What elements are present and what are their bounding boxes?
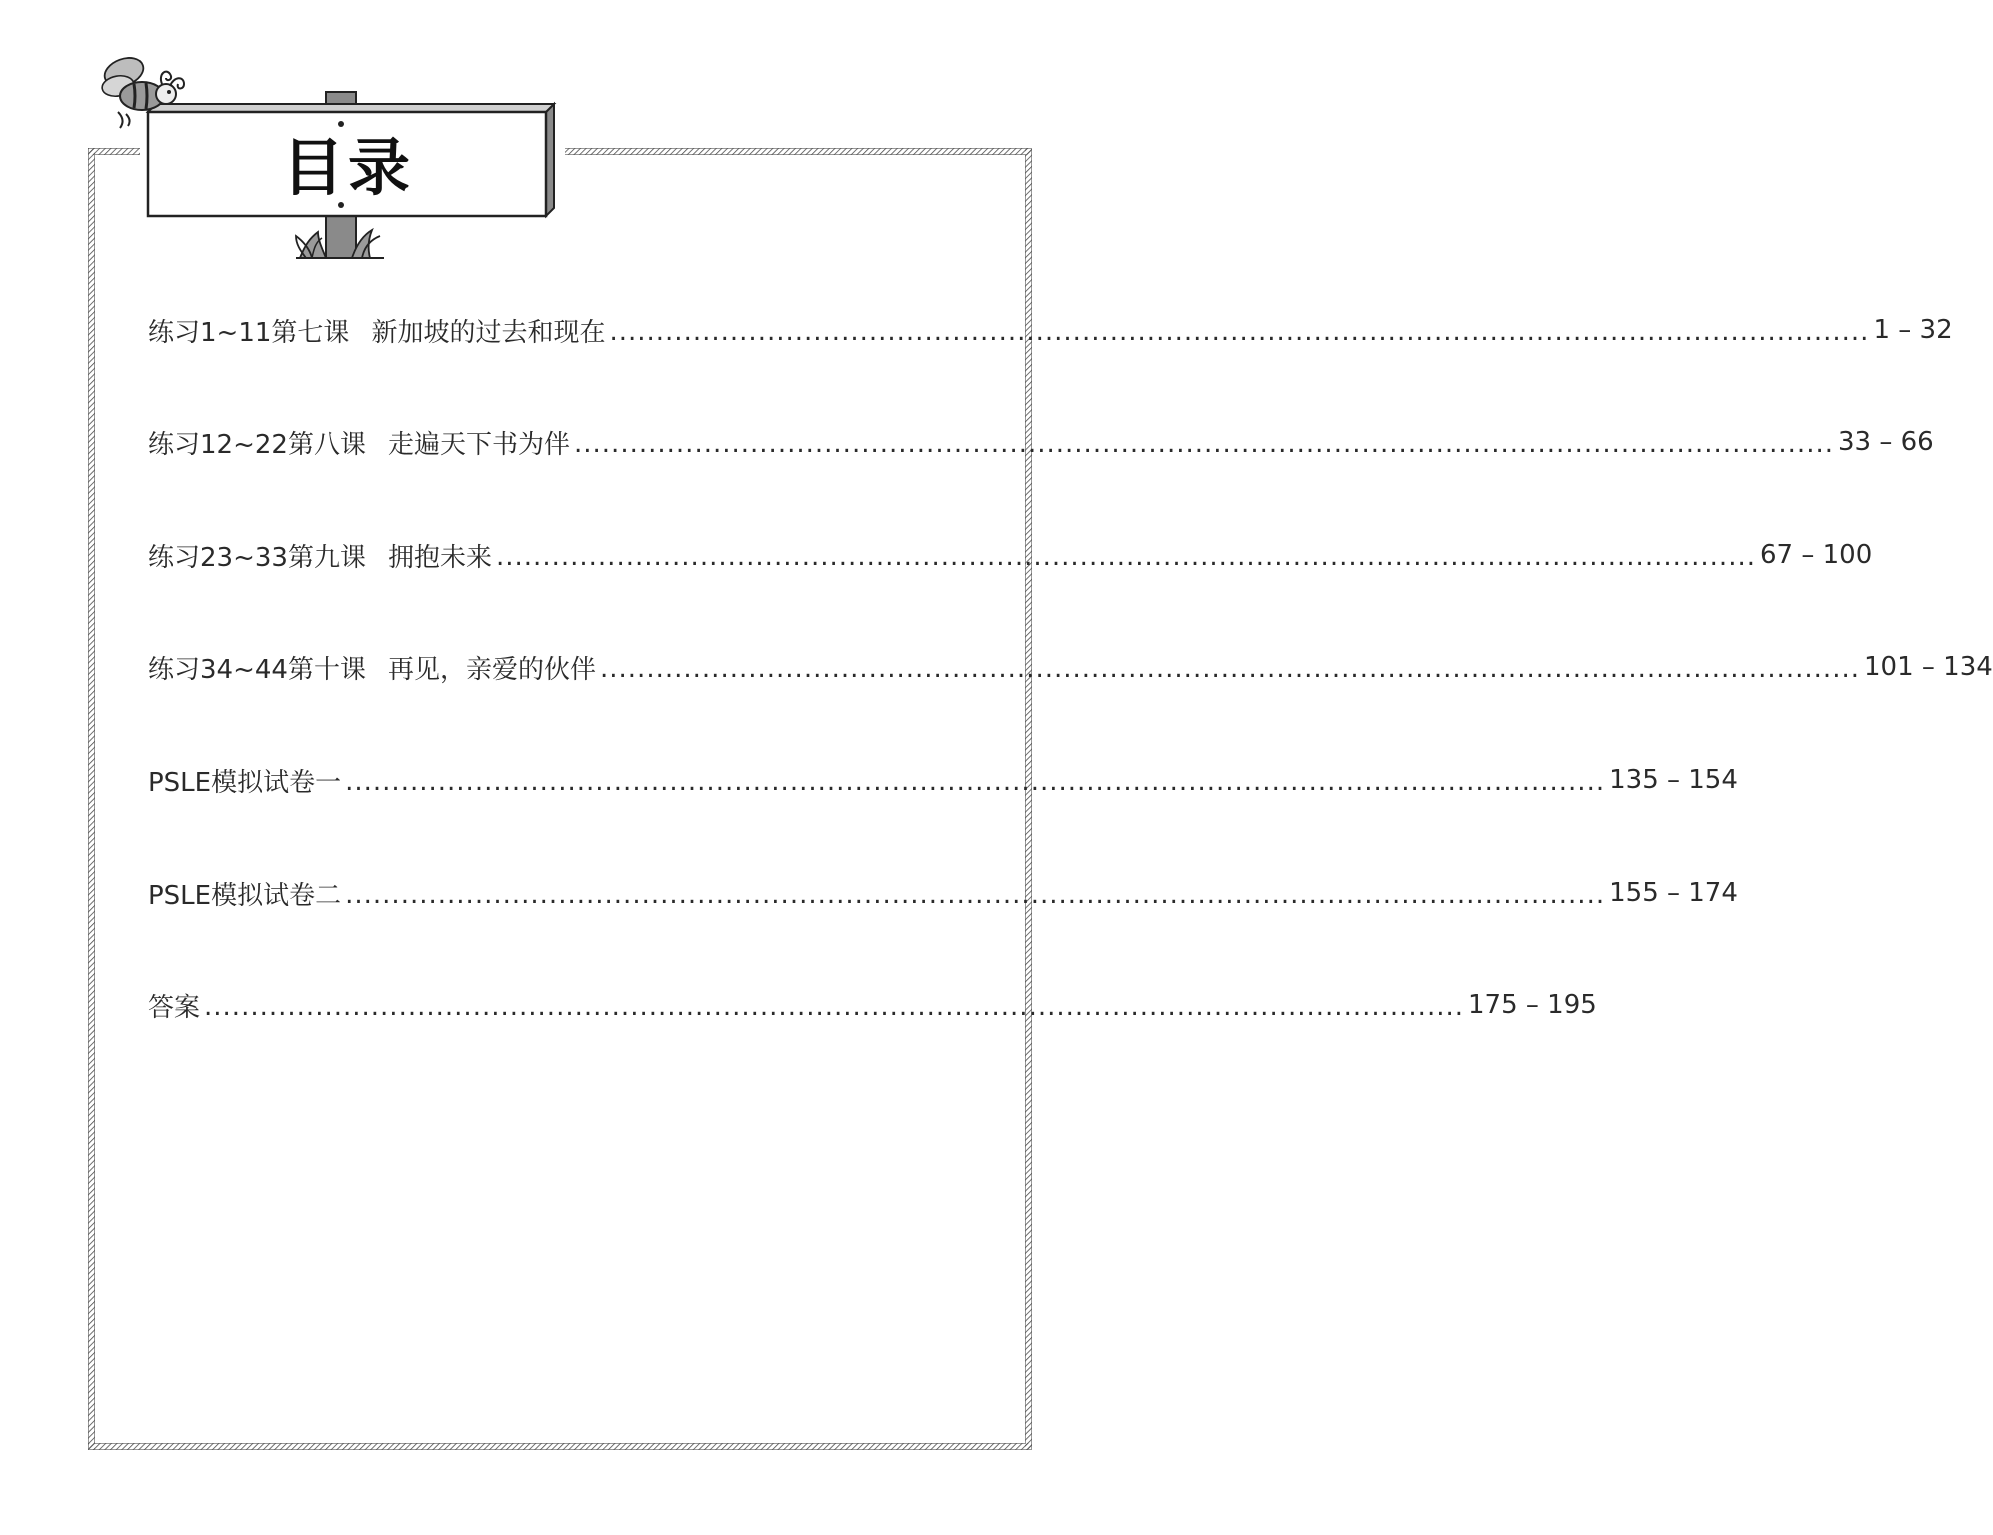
toc-leader-dots: ........................................................................................................................................ (345, 767, 1606, 797)
toc-leader-dots: ........................................................................................................................................ (496, 542, 1756, 572)
toc-title: PSLE模拟试卷二 (148, 880, 342, 911)
toc-pages: 33 – 66 (1838, 427, 1934, 457)
toc-title: 新加坡的过去和现在 (371, 317, 606, 348)
toc-leader-dots: ........................................................................................................................................ (600, 654, 1860, 684)
toc-leader-dots: ........................................................................................................................................ (204, 992, 1465, 1022)
toc-pages: 155 – 174 (1609, 878, 1738, 908)
toc-pages: 175 – 195 (1468, 990, 1597, 1020)
toc-exercise: 练习23~33 (148, 542, 288, 573)
toc-lesson: 第九课 (287, 542, 366, 573)
toc-lesson: 第十课 (287, 654, 366, 685)
toc-pages: 1 – 32 (1873, 315, 1953, 345)
page-title: 目录 (281, 130, 414, 204)
toc-lesson: 第七课 (271, 317, 350, 348)
toc-row-4[interactable] (148, 647, 1993, 687)
toc-title: PSLE模拟试卷一 (148, 767, 342, 798)
toc-leader-dots: ........................................................................................................................................ (574, 429, 1834, 459)
toc-title: 答案 (148, 992, 201, 1023)
toc-title: 拥抱未来 (387, 542, 492, 573)
toc-leader-dots: ........................................................................................................................................ (609, 317, 1870, 347)
toc-exercise: 练习12~22 (148, 429, 288, 460)
toc-row-2[interactable] (148, 422, 1934, 462)
toc-row-7[interactable] (148, 985, 1597, 1025)
toc-row-1[interactable] (148, 310, 1953, 350)
toc-row-6[interactable] (148, 873, 1738, 913)
toc-lesson: 第八课 (287, 429, 366, 460)
toc-row-3[interactable] (148, 535, 1873, 575)
toc-pages: 135 – 154 (1609, 765, 1738, 795)
toc-row-5[interactable] (148, 760, 1738, 800)
toc-title: 再见，亲爱的伙伴 (387, 654, 596, 685)
toc-exercise: 练习34~44 (148, 654, 288, 685)
toc-pages: 101 – 134 (1864, 652, 1993, 682)
toc-pages: 67 – 100 (1760, 540, 1873, 570)
toc-leader-dots: ........................................................................................................................................ (345, 880, 1606, 910)
bee-icon (96, 46, 196, 138)
toc-title: 走遍天下书为伴 (387, 429, 570, 460)
toc-exercise: 练习1~11 (148, 317, 272, 348)
